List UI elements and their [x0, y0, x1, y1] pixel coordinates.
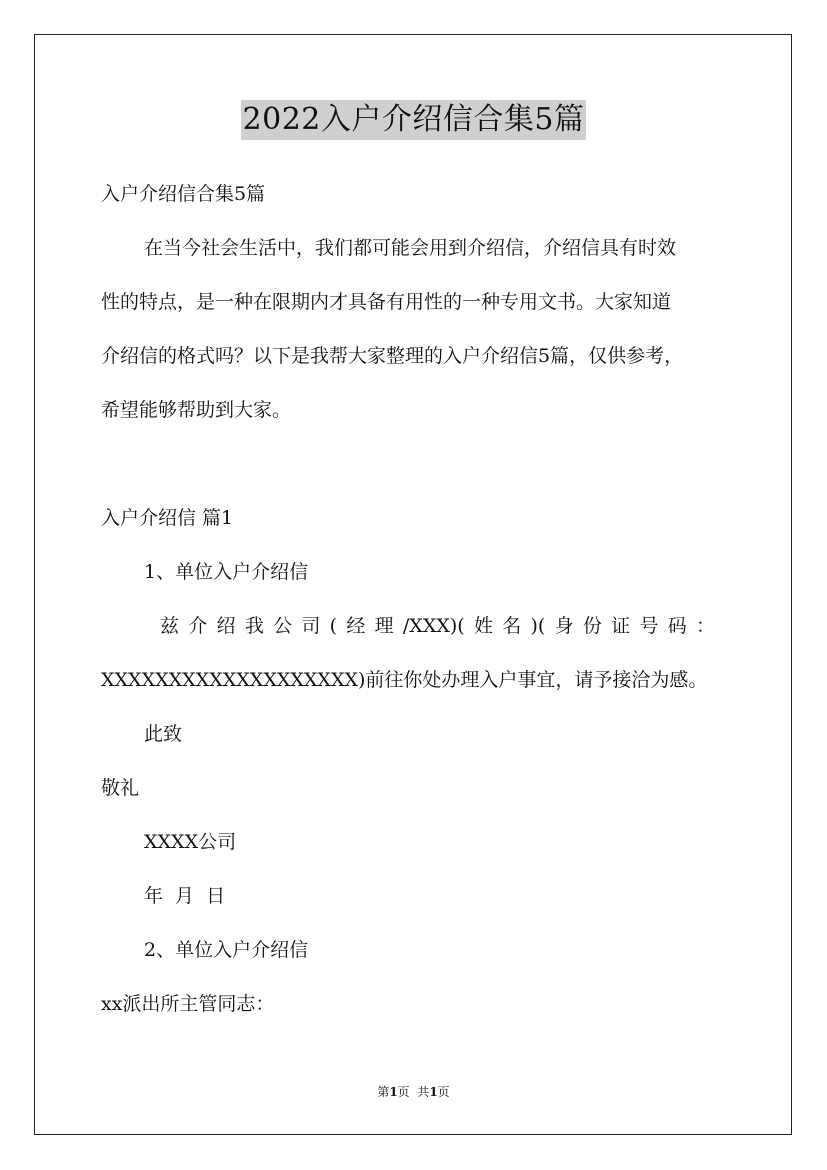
footer-page-suffix: 页	[437, 1085, 450, 1099]
footer-page-mid: 页 共	[397, 1085, 430, 1099]
document-title: 2022入户介绍信合集5篇	[241, 100, 587, 140]
section-heading: 入户介绍信 篇1	[101, 507, 234, 529]
footer-page-current: 1	[389, 1085, 398, 1099]
page-footer	[0, 1084, 827, 1100]
item2-salutation: xx派出所主管同志：	[101, 993, 275, 1015]
intro-line-3: 介绍信的格式吗？以下是我帮大家整理的入户介绍信5篇，仅供参考，	[101, 345, 684, 367]
intro-line-1: 在当今社会生活中，我们都可能会用到介绍信，介绍信具有时效	[144, 237, 677, 259]
closing-cizhi: 此致	[144, 723, 183, 745]
item2-heading: 2、单位入户介绍信	[144, 939, 309, 961]
document-subtitle: 入户介绍信合集5篇	[101, 183, 266, 205]
intro-line-2: 性的特点，是一种在限期内才具备有用性的一种专用文书。大家知道	[101, 291, 672, 313]
item1-body-line-1: 兹介绍我公司(经理/XXX)(姓名)(身份证号码：	[160, 615, 715, 637]
closing-jingli: 敬礼	[101, 777, 140, 799]
intro-line-4: 希望能够帮助到大家。	[101, 399, 292, 421]
footer-page-prefix: 第	[377, 1085, 390, 1099]
signature-date: 年 月 日	[144, 885, 226, 907]
item1-heading: 1、单位入户介绍信	[144, 561, 309, 583]
footer-page-total: 1	[429, 1085, 438, 1099]
title-wrap	[0, 100, 827, 140]
signature-company: XXXX公司	[144, 831, 237, 853]
item1-body-line-2: XXXXXXXXXXXXXXXXXXX)前往你处办理入户事宜，请予接洽为感。	[101, 669, 708, 691]
